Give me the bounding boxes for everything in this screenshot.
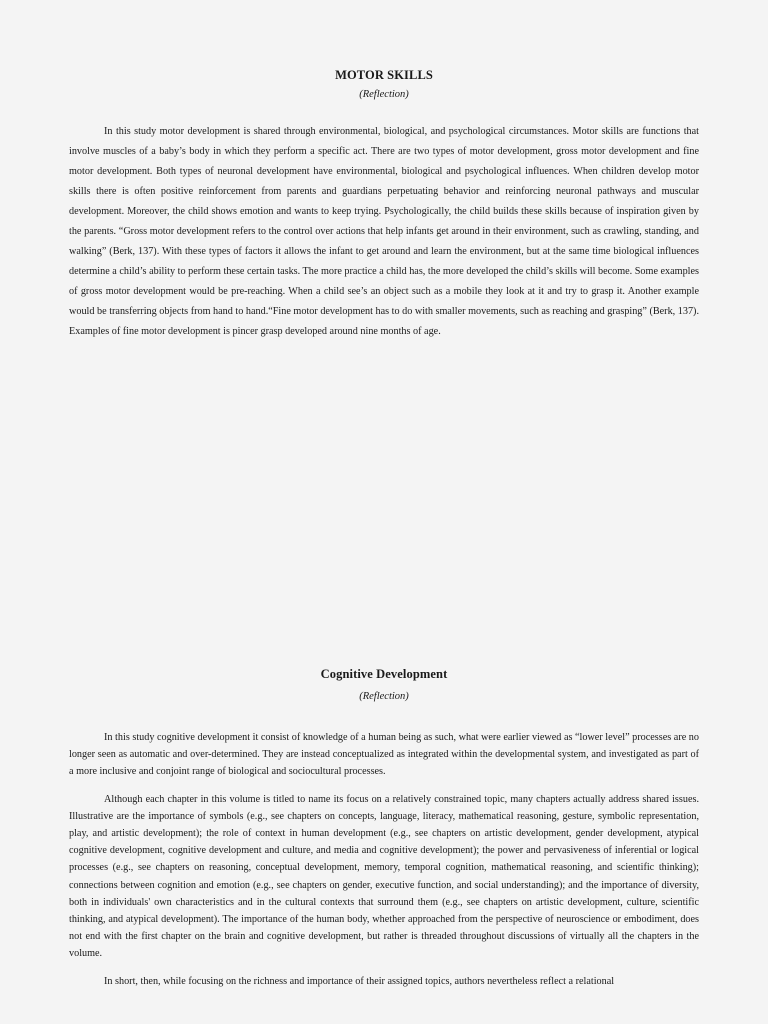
motor-skills-section bbox=[69, 68, 699, 342]
cognitive-paragraph-2: Although each chapter in this volume is titled to name its focus on a relatively constrained topic, many chapters actually address shared issues. Illustrative are the importance of symbols (e.g., see chapters on concepts, language, literacy, mathematical reasoning, gesture, symbolic representation, play, and artistic development); the role of context in human development (e.g., see chapters on artistic development, gender development, atypical cognitive development, cognitive development and culture, and media and cognitive development); the power and pervasiveness of inferential or logical processes (e.g., see chapters on reasoning, conceptual development, memory, temporal cognition, mathematical reasoning, and scientific thinking); connections between cognition and emotion (e.g., see chapters on gender, executive function, and social understanding); and the importance of diversity, both in individuals' own characteristics and in the cultural contexts that surround them (e.g., see chapters on artistic development, culture, scientific thinking, and atypical development). The importance of the human body, whether approached from the perspective of neuroscience or embodiment, does not end with the first chapter on the brain and cognitive development, but rather is threaded throughout discussions of virtually all the chapters in the volume. bbox=[69, 793, 699, 960]
motor-skills-title: MOTOR SKILLS bbox=[335, 68, 433, 82]
cognitive-development-section bbox=[69, 667, 699, 990]
cognitive-paragraph-1: In this study cognitive development it consist of knowledge of a human being as such, what were earlier viewed as “lower level” processes are no longer seen as automatic and over-determined. They are instead conceptualized as integrated within the developmental system, and investigated as part of a more inclusive and conjoint range of biological and sociocultural processes. bbox=[69, 732, 699, 778]
motor-skills-subtitle: (Reflection) bbox=[359, 89, 409, 100]
cognitive-development-subtitle: (Reflection) bbox=[359, 691, 409, 702]
motor-skills-paragraph: In this study motor development is shared through environmental, biological, and psychological circumstances. Motor skills are functions that involve muscles of a baby’s body in which they perform a specific act. There are two types of motor development, gross motor development and fine motor development. Both types of neuronal development have environmental, biological and psychological influences. When children develop motor skills there is often positive reinforcement from parents and guardians perpetuating behavior and reinforcing neuronal pathways and muscular development. Moreover, the child shows emotion and wants to keep trying. Psychologically, the child builds these skills because of inspiration given by the parents. “Gross motor development refers to the control over actions that help infants get around in their environment, such as crawling, standing, and walking” (Berk, 137). With these types of factors it allows the infant to get around and learn the environment, but at the same time biological influences determine a child’s ability to perform these certain tasks. The more practice a child has, the more developed the child’s skills will become. Some examples of gross motor development would be pre-reaching. When a child see’s an object such as a mobile they look at it and try to grasp it. Another example would be transferring objects from hand to hand.“Fine motor development has to do with smaller movements, such as reaching and grasping” (Berk, 137). Examples of fine motor development is pincer grasp developed around nine months of age. bbox=[69, 126, 699, 337]
cognitive-development-title: Cognitive Development bbox=[320, 667, 448, 681]
cognitive-paragraph-3: In short, then, while focusing on the richness and importance of their assigned topics, authors nevertheless reflect a relational bbox=[104, 975, 615, 987]
